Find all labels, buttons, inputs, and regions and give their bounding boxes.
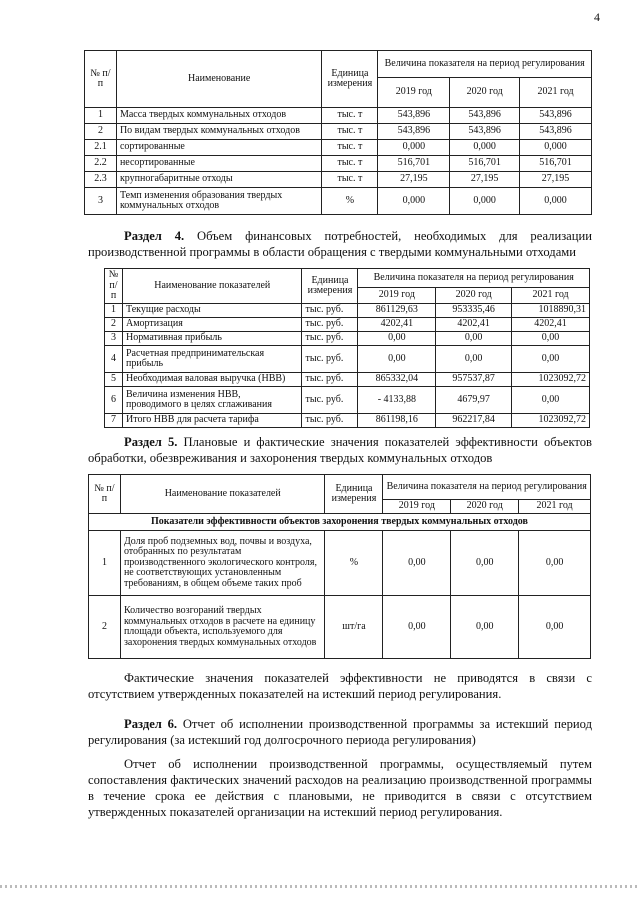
header-value-group: Величина показателя на период регулирования [383, 475, 591, 500]
row-name: Расчетная предпринимательская прибыль [122, 346, 302, 373]
row-value-2020: 4202,41 [436, 318, 512, 332]
row-name: сортированные [116, 140, 321, 156]
row-num: 3 [85, 188, 117, 215]
row-num: 2.3 [85, 172, 117, 188]
row-value-2019: - 4133,88 [358, 387, 436, 414]
header-year-2020: 2020 год [451, 500, 519, 514]
row-name: По видам твердых коммунальных отходов [116, 124, 321, 140]
row-name: Необходимая валовая выручка (НВВ) [122, 373, 302, 387]
section-6-text: Отчет об исполнении производственной программы за истекший период регулирования (за истекший год долгосрочного периода регулирования) [88, 717, 592, 747]
row-unit: тыс. руб. [302, 387, 358, 414]
section-4-text: Объем финансовых потребностей, необходимых для реализации производственной программы в области обращения с твердыми коммунальными отходами [88, 229, 592, 259]
row-unit: тыс. руб. [302, 373, 358, 387]
header-year-2019: 2019 год [358, 288, 436, 304]
row-num: 1 [89, 531, 121, 596]
row-unit: шт/га [325, 596, 383, 659]
row-num: 5 [105, 373, 123, 387]
row-value-2019: 4202,41 [358, 318, 436, 332]
table-row [85, 188, 592, 215]
table-row [85, 108, 592, 124]
row-value-2019: 27,195 [378, 172, 450, 188]
efficiency-indicators-table [88, 474, 591, 659]
header-num: № п/п [89, 475, 121, 514]
table-row [105, 332, 590, 346]
row-value-2019: 0,00 [358, 332, 436, 346]
row-value-2021: 0,00 [512, 387, 590, 414]
row-value-2020: 0,00 [451, 531, 519, 596]
section-5-heading [88, 434, 592, 466]
row-value-2021: 1023092,72 [512, 414, 590, 428]
row-value-2019: 0,00 [383, 596, 451, 659]
header-num: № п/п [85, 51, 117, 108]
row-value-2020: 962217,84 [436, 414, 512, 428]
row-value-2021: 543,896 [520, 108, 592, 124]
waste-volume-table [84, 50, 592, 215]
row-value-2021: 1018890,31 [512, 304, 590, 318]
row-value-2020: 0,00 [451, 596, 519, 659]
row-unit: тыс. т [322, 140, 378, 156]
report-paragraph: Отчет об исполнении производственной программы, осуществляемый путем сопоставления фактических значений расходов на реализацию производственной программы в течение срока ее действия с плановыми, не приводится в связи с отсутствием утвержденных показателей организации на истекший период регулирования. [88, 757, 592, 819]
header-year-2020: 2020 год [436, 288, 512, 304]
row-num: 3 [105, 332, 123, 346]
table-row [105, 318, 590, 332]
header-unit: Единица измерения [322, 51, 378, 108]
table-row [105, 373, 590, 387]
row-name: Амортизация [122, 318, 302, 332]
row-value-2021: 543,896 [520, 124, 592, 140]
table-row [105, 304, 590, 318]
table-row [85, 156, 592, 172]
row-name: несортированные [116, 156, 321, 172]
table-row [89, 596, 591, 659]
row-value-2019: 861198,16 [358, 414, 436, 428]
row-value-2021: 516,701 [520, 156, 592, 172]
row-unit: тыс. руб. [302, 304, 358, 318]
row-value-2020: 543,896 [450, 108, 520, 124]
header-year-2019: 2019 год [378, 78, 450, 108]
row-unit: тыс. руб. [302, 346, 358, 373]
row-num: 2 [105, 318, 123, 332]
row-value-2019: 516,701 [378, 156, 450, 172]
row-name: Количество возгораний твердых коммунальных отходов в расчете на единицу площади объекта, используемого для захоронения твердых коммунальных отходов [120, 596, 325, 659]
row-value-2020: 0,00 [436, 346, 512, 373]
row-name: Итого НВВ для расчета тарифа [122, 414, 302, 428]
row-name: Величина изменения НВВ, проводимого в целях сглаживания [122, 387, 302, 414]
row-value-2019: 543,896 [378, 124, 450, 140]
table-section-title: Показатели эффективности объектов захоронения твердых коммунальных отходов [89, 514, 591, 531]
row-num: 2.1 [85, 140, 117, 156]
table-row [85, 172, 592, 188]
scan-footer-line [0, 885, 640, 888]
row-name: крупногабаритные отходы [116, 172, 321, 188]
header-value-group: Величина показателя на период регулирования [378, 51, 592, 78]
section-5-label: Раздел 5. [124, 435, 178, 449]
row-value-2019: 0,000 [378, 188, 450, 215]
row-value-2019: 865332,04 [358, 373, 436, 387]
row-value-2019: 543,896 [378, 108, 450, 124]
row-value-2021: 0,000 [520, 140, 592, 156]
row-value-2020: 4679,97 [436, 387, 512, 414]
table-row [89, 531, 591, 596]
table-row [105, 387, 590, 414]
row-value-2020: 0,000 [450, 188, 520, 215]
row-name: Доля проб подземных вод, почвы и воздуха, отобранных по результатам производственного экологического контроля, не соответствующих установленным требованиям, в общем объеме таких проб [120, 531, 325, 596]
row-unit: тыс. т [322, 108, 378, 124]
row-num: 2 [85, 124, 117, 140]
section-6-label: Раздел 6. [124, 717, 178, 731]
header-unit: Единица измерения [325, 475, 383, 514]
row-unit: тыс. т [322, 124, 378, 140]
section-6-heading [88, 716, 592, 748]
section-4-heading [88, 228, 592, 260]
row-value-2020: 957537,87 [436, 373, 512, 387]
row-value-2019: 861129,63 [358, 304, 436, 318]
section-5-text: Плановые и фактические значения показателей эффективности объектов обработки, обезвреживания и захоронения твердых коммунальных отходов [88, 435, 592, 465]
row-value-2021: 0,00 [512, 332, 590, 346]
row-num: 4 [105, 346, 123, 373]
row-value-2019: 0,000 [378, 140, 450, 156]
row-num: 2.2 [85, 156, 117, 172]
row-value-2020: 516,701 [450, 156, 520, 172]
row-unit: тыс. т [322, 156, 378, 172]
table-row [85, 124, 592, 140]
row-value-2020: 0,000 [450, 140, 520, 156]
header-name: Наименование показателей [122, 269, 302, 304]
row-num: 7 [105, 414, 123, 428]
header-unit: Единица измерения [302, 269, 358, 304]
row-unit: % [322, 188, 378, 215]
row-value-2020: 0,00 [436, 332, 512, 346]
header-value-group: Величина показателя на период регулирования [358, 269, 590, 288]
header-name: Наименование показателей [120, 475, 325, 514]
row-value-2021: 0,00 [519, 531, 591, 596]
table-row [105, 414, 590, 428]
row-value-2021: 4202,41 [512, 318, 590, 332]
section-4-label: Раздел 4. [124, 229, 185, 243]
row-value-2021: 27,195 [520, 172, 592, 188]
row-value-2020: 543,896 [450, 124, 520, 140]
row-value-2020: 27,195 [450, 172, 520, 188]
row-name: Масса твердых коммунальных отходов [116, 108, 321, 124]
header-year-2021: 2021 год [512, 288, 590, 304]
row-value-2019: 0,00 [358, 346, 436, 373]
header-num: № п/п [105, 269, 123, 304]
row-value-2021: 0,00 [512, 346, 590, 373]
row-value-2020: 953335,46 [436, 304, 512, 318]
table-row [85, 140, 592, 156]
row-value-2021: 1023092,72 [512, 373, 590, 387]
row-unit: тыс. руб. [302, 318, 358, 332]
fact-values-paragraph: Фактические значения показателей эффективности не приводятся в связи с отсутствием утвержденных показателей на истекший период регулирования. [88, 671, 592, 701]
row-unit: тыс. руб. [302, 332, 358, 346]
header-year-2021: 2021 год [520, 78, 592, 108]
row-value-2021: 0,00 [519, 596, 591, 659]
header-year-2020: 2020 год [450, 78, 520, 108]
row-unit: тыс. т [322, 172, 378, 188]
row-num: 1 [105, 304, 123, 318]
row-num: 2 [89, 596, 121, 659]
row-value-2021: 0,000 [520, 188, 592, 215]
row-name: Нормативная прибыль [122, 332, 302, 346]
row-unit: % [325, 531, 383, 596]
row-value-2019: 0,00 [383, 531, 451, 596]
header-name: Наименование [116, 51, 321, 108]
row-name: Темп изменения образования твердых коммунальных отходов [116, 188, 321, 215]
row-name: Текущие расходы [122, 304, 302, 318]
page-number: 4 [594, 10, 600, 24]
header-year-2021: 2021 год [519, 500, 591, 514]
header-year-2019: 2019 год [383, 500, 451, 514]
row-unit: тыс. руб. [302, 414, 358, 428]
row-num: 1 [85, 108, 117, 124]
row-num: 6 [105, 387, 123, 414]
table-row [105, 346, 590, 373]
financial-needs-table [104, 268, 590, 428]
